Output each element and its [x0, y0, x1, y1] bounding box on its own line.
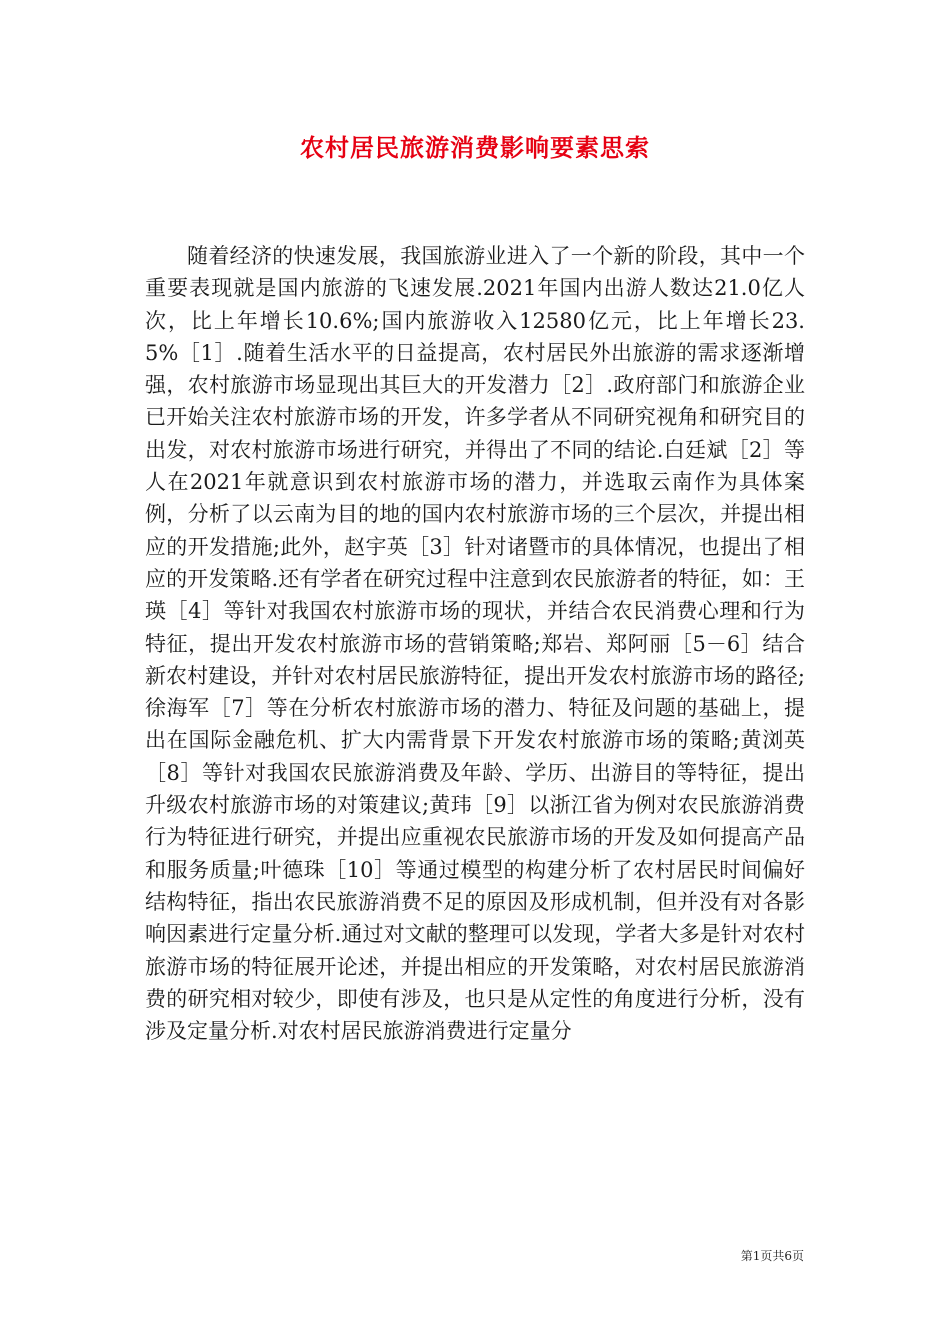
body-paragraph: 随着经济的快速发展，我国旅游业进入了一个新的阶段，其中一个重要表现就是国内旅游的飞速发展.2021年国内出游人数达21.0亿人次，比上年增长10.6%;国内旅游收入12580亿元，比上年增长23.5%［1］.随着生活水平的日益提高，农村居民外出旅游的需求逐渐增强，农村旅游市场显现出其巨大的开发潜力［2］.政府部门和旅游企业已开始关注农村旅游市场的开发，许多学者从不同研究视角和研究目的出发，对农村旅游市场进行研究，并得出了不同的结论.白廷斌［2］等人在2021年就意识到农村旅游市场的潜力，并选取云南作为具体案例，分析了以云南为目的地的国内农村旅游市场的三个层次，并提出相应的开发措施;此外，赵宇英［3］针对诸暨市的具体情况，也提出了相应的开发策略.还有学者在研究过程中注意到农民旅游者的特征，如：王瑛［4］等针对我国农村旅游市场的现状，并结合农民消费心理和行为特征，提出开发农村旅游市场的营销策略;郑岩、郑阿丽［5－6］结合新农村建设，并针对农村居民旅游特征，提出开发农村旅游市场的路径;徐海军［7］等在分析农村旅游市场的潜力、特征及问题的基础上，提出在国际金融危机、扩大内需背景下开发农村旅游市场的策略;黄浏英［8］等针对我国农民旅游消费及年龄、学历、出游目的等特征，提出升级农村旅游市场的对策建议;黄玮［9］以浙江省为例对农民旅游消费行为特征进行研究，并提出应重视农民旅游市场的开发及如何提高产品和服务质量;叶德珠［10］等通过模型的构建分析了农村居民时间偏好结构特征，指出农民旅游消费不足的原因及形成机制，但并没有对各影响因素进行定量分析.通过对文献的整理可以发现，学者大多是针对农村旅游市场的特征展开论述，并提出相应的开发策略，对农村居民旅游消费的研究相对较少，即使有涉及，也只是从定性的角度进行分析，没有涉及定量分析.对农村居民旅游消费进行定量分	[145, 244, 805, 1044]
page-number: 第1页共6页	[740, 1249, 804, 1263]
document-title: 农村居民旅游消费影响要素思索	[300, 133, 650, 162]
